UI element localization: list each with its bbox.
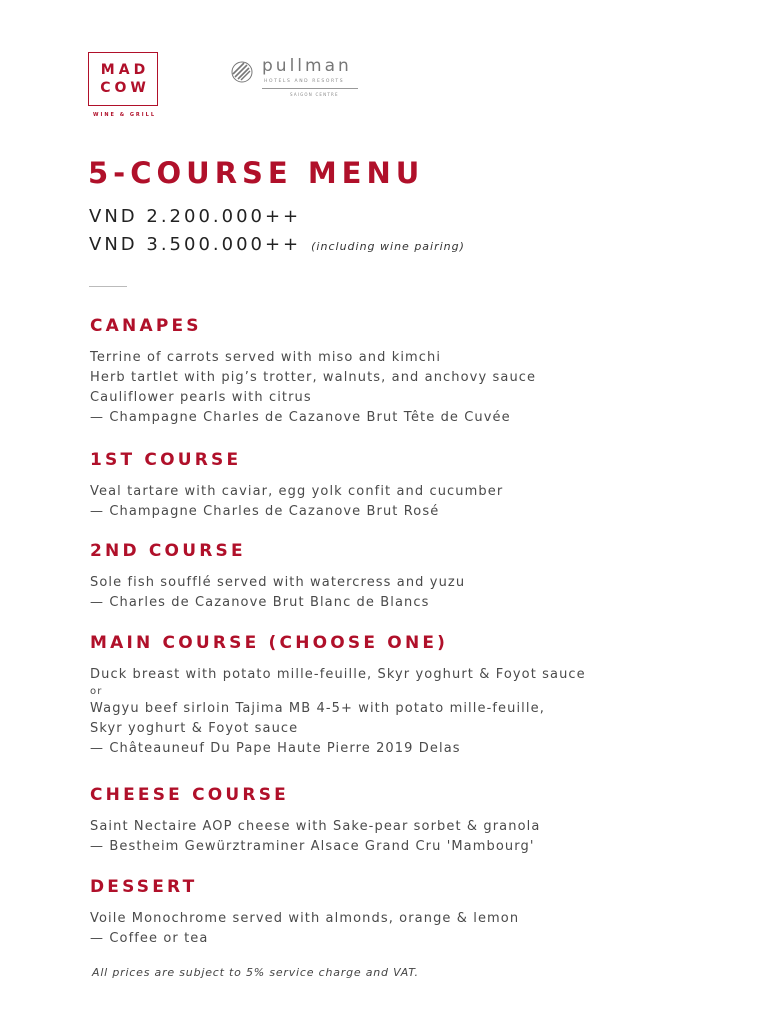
logo-line-2: COW: [100, 80, 150, 96]
section-second-course: [90, 539, 710, 613]
price-wine-pairing-value: VND 3.500.000++: [89, 234, 302, 255]
title-divider: [89, 286, 127, 287]
wine-pairing: — Champagne Charles de Cazanove Brut Tête de Cuvée: [90, 410, 511, 425]
section-title: CANAPES: [90, 316, 202, 336]
section-title: DESSERT: [90, 877, 198, 897]
wine-pairing: — Charles de Cazanove Brut Blanc de Blancs: [90, 595, 430, 610]
menu-item: Cauliflower pearls with citrus: [90, 390, 312, 405]
pullman-mark-icon: [230, 60, 254, 84]
pullman-logo: [230, 58, 370, 102]
section-cheese-course: [90, 783, 710, 857]
pullman-subtitle: HOTELS AND RESORTS: [264, 79, 345, 84]
section-title: CHEESE COURSE: [90, 785, 289, 805]
section-title: 1ST COURSE: [90, 450, 242, 470]
choice-separator: or: [90, 686, 103, 697]
pullman-divider: [262, 88, 358, 89]
menu-item: Sole fish soufflé served with watercress and yuzu: [90, 575, 466, 590]
menu-item: Skyr yoghurt & Foyot sauce: [90, 721, 299, 736]
section-canapes: [90, 314, 710, 428]
price-wine-pairing-note: (including wine pairing): [311, 240, 465, 253]
menu-item: Veal tartare with caviar, egg yolk confit and cucumber: [90, 484, 504, 499]
menu-item: Duck breast with potato mille-feuille, Skyr yoghurt & Foyot sauce: [90, 667, 586, 682]
wine-pairing: — Champagne Charles de Cazanove Brut Rosé: [90, 504, 440, 519]
section-main-course: [90, 631, 710, 759]
menu-title: 5-COURSE MENU: [88, 156, 425, 190]
pullman-location: SAIGON CENTRE: [290, 92, 339, 97]
wine-pairing: — Châteauneuf Du Pape Haute Pierre 2019 Delas: [90, 741, 461, 756]
menu-item: Wagyu beef sirloin Tajima MB 4-5+ with potato mille-feuille,: [90, 701, 545, 716]
section-title: 2ND COURSE: [90, 541, 246, 561]
menu-item: Saint Nectaire AOP cheese with Sake-pear sorbet & granola: [90, 819, 541, 834]
footnote: All prices are subject to 5% service charge and VAT.: [92, 966, 419, 979]
pullman-wordmark: pullman: [262, 56, 352, 76]
price-standard-value: VND 2.200.000++: [89, 206, 302, 227]
logo-line-1: MAD: [100, 62, 150, 78]
price-standard: [89, 206, 301, 227]
section-first-course: [90, 448, 710, 522]
beverage-pairing: — Coffee or tea: [90, 931, 209, 946]
section-dessert: [90, 875, 710, 949]
logo-tagline: WINE & GRILL: [93, 112, 157, 118]
mad-cow-logo: [88, 52, 158, 106]
wine-pairing: — Bestheim Gewürztraminer Alsace Grand Cru 'Mambourg': [90, 839, 535, 854]
menu-item: Herb tartlet with pig’s trotter, walnuts, and anchovy sauce: [90, 370, 537, 385]
section-title: MAIN COURSE (CHOOSE ONE): [90, 633, 449, 653]
menu-item: Voile Monochrome served with almonds, orange & lemon: [90, 911, 520, 926]
menu-item: Terrine of carrots served with miso and kimchi: [90, 350, 442, 365]
price-wine-pairing: [89, 234, 465, 255]
